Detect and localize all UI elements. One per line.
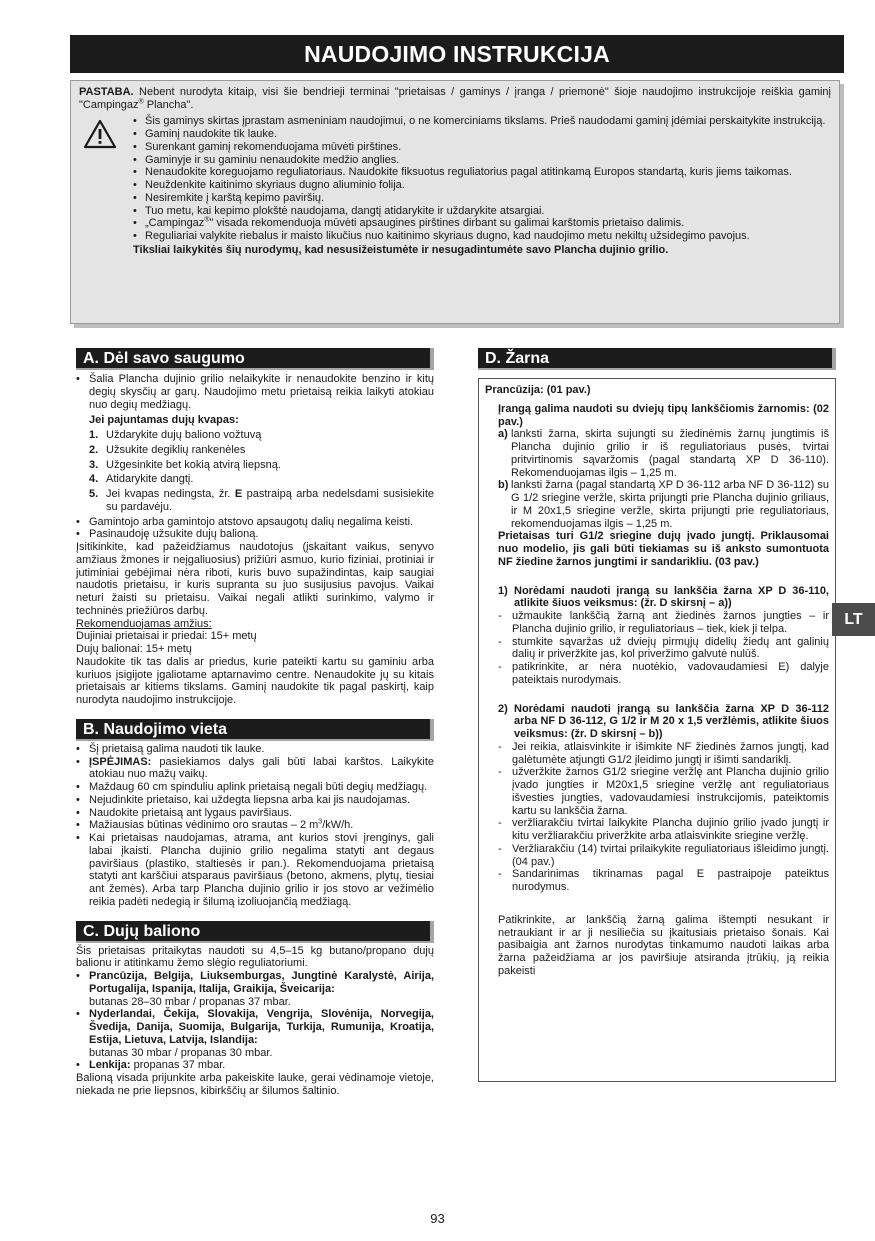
note-item: • Šis gaminys skirtas įprastam asmeniniam naudojimui, o ne komerciniams tikslams. Prieš naudodami gaminį įdėmiai perskaitykite instrukciją. <box>133 115 831 128</box>
section-b-title: B. Naudojimo vieta <box>76 719 434 741</box>
list-item: - užmaukite lankščią žarną ant žiedinės žarnos jungties – ir Plancha dujinio grilio, ir reguliatoriaus – tiek, kiek ji telpa. <box>498 610 829 636</box>
cylinder-outro: Balioną visada prijunkite arba pakeiskite lauke, gerai vėdinamoje vietoje, niekada ne prie liepsnos, kibirkščių ar šilumos šaltinio. <box>76 1072 434 1097</box>
hose-type-a: a) lanksti žarna, skirta sujungti su žiedinėmis žarnų jungtimis iš Plancha dujinio grilio ir iš reguliatoriaus pusės, tvirtai pritvirtinomis sąvaržomis (pagal standartą XP D 36-110). Rekomenduojamas ilgis – 1,25 m. <box>498 428 829 479</box>
note-item: • Tuo metu, kai kepimo plokštė naudojama, dangtį atidarykite ir uždarykite atsargiai. <box>133 205 831 218</box>
step-item: 2. Užsukite degiklių rankenėles <box>89 443 246 456</box>
age-line: Dujų balionai: 15+ metų <box>76 643 192 655</box>
list-item: • Maždaug 60 cm spinduliu aplink prietaisą negali būti degių medžiagų. <box>76 781 434 794</box>
list-item: • Gamintojo arba gamintojo atstovo apsaugotų dalių negalima keisti. <box>76 516 434 529</box>
list-item: • Pasinaudoję užsukite dujų balioną. <box>76 528 434 541</box>
list-item: - Sandarinimas tikrinamas pagal E pastraipoje pateiktus nurodymus. <box>498 868 829 894</box>
list-item: - užveržkite žarnos G1/2 sriegine veržlę ant Plancha dujinio grilio įvado jungties ir M20x1,5 sriegine veržlę ant reguliatoriaus išvesties jungties, vadovaudamiesi instrukcijomis, pateiktomis kartu su lankščia žarna. <box>498 766 829 817</box>
list-item: - patikrinkite, ar nėra nuotėkio, vadovaudamiesi E) dalyje pateiktais nurodymais. <box>498 661 829 687</box>
left-column <box>76 348 434 1098</box>
note-label: PASTABA. <box>79 86 134 98</box>
cylinder-intro: Šis prietaisas pritaikytas naudoti su 4,5–15 kg butano/propano dujų balionu ir atitinkamu žemo slėgio reguliatoriumi. <box>76 944 434 970</box>
step-item: 1. Uždarykite dujų baliono vožtuvą <box>89 429 262 441</box>
list-item: • Mažiausias būtinas vėdinimo oro srautas – 2 $m^3/kW/h$. <box>76 819 434 832</box>
note-item: • „Campingaz®" visada rekomenduoja mūvėti apsaugines pirštines dirbant su galimai karštomis prietaiso dalimis. <box>133 217 831 230</box>
note-list <box>133 115 831 243</box>
page-title: NAUDOJIMO INSTRUKCIJA <box>70 35 844 73</box>
note-item: • Reguliariai valykite riebalus ir maisto likučius nuo kaitinimo skyriaus dugno, kad naudojimo metu nekiltų užsidegimo pavojus. <box>133 230 831 243</box>
note-item: • Nenaudokite koreguojamo reguliatoriaus. Naudokite fiksuotus reguliatorius pagal atitinkamą Europos standartą, kuris jiems taikomas. <box>133 166 831 179</box>
age-line: Dujiniai prietaisai ir priedai: 15+ metų <box>76 630 257 643</box>
step-item: 4. Atidarykite dangtį. <box>89 473 194 486</box>
note-box <box>70 80 840 324</box>
list-item: • Naudokite prietaisą ant lygaus paviršiaus. <box>76 807 434 820</box>
step-2-list <box>485 741 829 894</box>
country-group: • Prancūzija, Belgija, Liuksemburgas, Jungtinė Karalystė, Airija, Portugalija, Ispanija, Italija, Graikija, Šveicarija: butanas 28–30 mbar / propanas 37 mbar. <box>76 970 434 1008</box>
note-item: • Surenkant gaminį rekomenduojama mūvėti pirštines. <box>133 141 831 154</box>
step-1-heading: 1) Norėdami naudoti įrangą su lankščia žarna XP D 36-110, atlikite šiuos veiksmus: (žr. D skirsnį – a)) <box>498 584 829 610</box>
inlet-note: Prietaisas turi G1/2 sriegine dujų įvado jungtį. Priklausomai nuo modelio, jis gali būti tiekiamas su iš anksto sumontuota NF žiedine žarnos jungtimi ir sandarikliu. (03 pav.) <box>498 530 829 568</box>
country-group: • Nyderlandai, Čekija, Slovakija, Vengrija, Slovėnija, Norvegija, Švedija, Danija, Suomija, Bulgarija, Turkija, Rumunija, Kroatija, Estija, Lietuva, Latvija, Islandija: butanas 30 mbar / propanas 30 mbar. <box>76 1008 434 1059</box>
list-item: - stumkite sąvaržas už dviejų pirmųjų didelių žiedų ant galinių dalių ir priveržkite jas, kol priveržimo galvutė nulūš. <box>498 636 829 662</box>
supervision-paragraph: Įsitikinkite, kad pažeidžiamus naudotojus (įskaitant vaikus, senyvo amžiaus žmones ir neįgaliuosius) prižiūri asmuo, kurio fiziniai, protiniai ir jutiminiai gebėjimai nėra riboti, kuris buvo supažindintas, kaip saugiai naudotis prietaisu, ir kuris supranta su juo susijusius pavojus. Vaikai neturi žaisti su prietaisu. Vaikai negali atlikti surinkimo, valymo ir techninės priežiūros darbų. <box>76 541 434 617</box>
page-number: 93 <box>430 1211 445 1226</box>
list-item: - Veržliarakčiu (14) tvirtai prilaikykite reguliatoriaus išleidimo jungtį. (04 pav.) <box>498 843 829 869</box>
section-a-title: A. Dėl savo saugumo <box>76 348 434 370</box>
right-column <box>478 348 836 1082</box>
gas-smell-steps <box>76 429 434 514</box>
hose-type-b: b) lanksti žarna (pagal standartą XP D 36-112 arba NF D 36-112) su G 1/2 sriegine veržle, skirta prijungti prie Plancha dujinio griliaus, ir M 20x1,5 sriegine veržle, skirta prijungti prie reguliatoriaus, rekomenduojamas ilgis – 1,25 m. <box>498 479 829 530</box>
country-group: • Lenkija: propanas 37 mbar. <box>76 1059 434 1072</box>
hose-box-title: Prancūzija: (01 pav.) <box>485 384 591 396</box>
note-final: Tiksliai laikykitės šių nurodymų, kad nesusižeistumėte ir nesugadintumėte savo Plancha dujinio grilio. <box>133 243 669 256</box>
parts-paragraph: Naudokite tik tas dalis ar priedus, kurie pateikti kartu su gaminiu arba kuriuos įsigijote įgaliotame aptarnavimo centre. Nenaudokite jų su kitais prietaisais ar kitiems tikslams. Gaminį naudokite tik pagal paskirtį, kaip nurodyta naudojimo instrukcijoje. <box>76 655 434 706</box>
list-item: • Šį prietaisą galima naudoti tik lauke. <box>76 743 434 756</box>
step-item: 3. Užgesinkite bet kokią atvirą liepsną. <box>89 458 281 471</box>
step-2-heading: 2) Norėdami naudoti įrangą su lankščia žarna XP D 36-112 arba NF D 36-112, G 1/2 ir M 20 x 1,5 veržlėmis, atlikite šiuos veiksmus: (žr. D skirsnį – b)) <box>498 702 829 740</box>
section-d-title: D. Žarna <box>478 348 836 370</box>
list-item: • ĮSPĖJIMAS: pasiekiamos dalys gali būti labai karštos. Laikykite atokiau nuo mažų vaikų. <box>76 756 434 782</box>
note-item: • Gaminį naudokite tik lauke. <box>133 128 831 141</box>
note-item: • Nesiremkite į karštą kepimo paviršių. <box>133 192 831 205</box>
list-item: - veržliarakčiu tvirtai laikykite Plancha dujinio grilio įvado jungtį ir kitu veržliarakčiu priveržkite arba atlaisvinkite sriegine veržlę. <box>498 817 829 843</box>
section-c-title: C. Dujų baliono <box>76 921 434 943</box>
language-tab: LT <box>832 603 875 636</box>
list-item: • Nejudinkite prietaiso, kai uždegta liepsna arba kai jis naudojamas. <box>76 794 434 807</box>
note-item: • Gaminyje ir su gaminiu nenaudokite medžio anglies. <box>133 154 831 167</box>
list-item: • Šalia Plancha dujinio grilio nelaikykite ir nenaudokite benzino ir kitų degių skysčių ar garų. Naudojimo metu prietaisą reikia laikyti atokiau nuo degių medžiagų. <box>76 373 434 411</box>
step-item: 5. Jei kvapas nedingsta, žr. E pastraipą arba nedelsdami susisiekite su pardavėju. <box>89 488 434 513</box>
note-item: • Neuždenkite kaitinimo skyriaus dugno aliuminio folija. <box>133 179 831 192</box>
step-1-list <box>485 610 829 687</box>
hose-types-heading: Įrangą galima naudoti su dviejų tipų lankščiomis žarnomis: (02 pav.) <box>498 402 829 428</box>
list-item: - Jei reikia, atlaisvinkite ir išimkite NF žiedinės žarnos jungtį, kad galėtumėte atjungti G1/2 įleidimo jungtį ir išimti sandariklį. <box>498 741 829 767</box>
list-item: • Kai prietaisas naudojamas, atrama, ant kurios stovi įrenginys, gali labai įkaisti. Plancha dujinio grilio negalima statyti ant degaus paviršiaus (plastiko, staltiesės ir pan.). Rekomenduojama prietaisą statyti ant karščiui atsparaus paviršiaus (betono, akmens, plytų, tiesiai ant žemės). Arba tarp Plancha dujinio grilio ir jos stovo ar vežimėlio reikia padėti nedegią ir šilumą izoliuojančią medžiagą. <box>76 832 434 909</box>
warning-icon <box>79 115 121 256</box>
gas-smell-heading: Jei pajuntamas dujų kvapas: <box>89 414 239 427</box>
age-heading: Rekomenduojamas amžius: <box>76 617 212 630</box>
hose-box <box>478 378 836 1082</box>
note-intro: PASTABA. Nebent nurodyta kitaip, visi šie bendrieji terminai "prietaisas / gaminys / įranga / priemonė" šioje naudojimo instrukcijoje reiškia gaminį "Campingaz® Plancha". <box>79 86 831 112</box>
hose-final-paragraph: Patikrinkite, ar lankščią žarną galima ištempti nesukant ir netraukiant ir ar ji nesiliečia su įkaitusiais prietaiso šonais. Kai pasibaigia ant žarnos nurodytas tinkamumo naudoti laikas arba žarna pažeidžiama ar jos paviršiuje atsiranda įtrūkių, ją reikia pakeisti <box>498 913 829 977</box>
